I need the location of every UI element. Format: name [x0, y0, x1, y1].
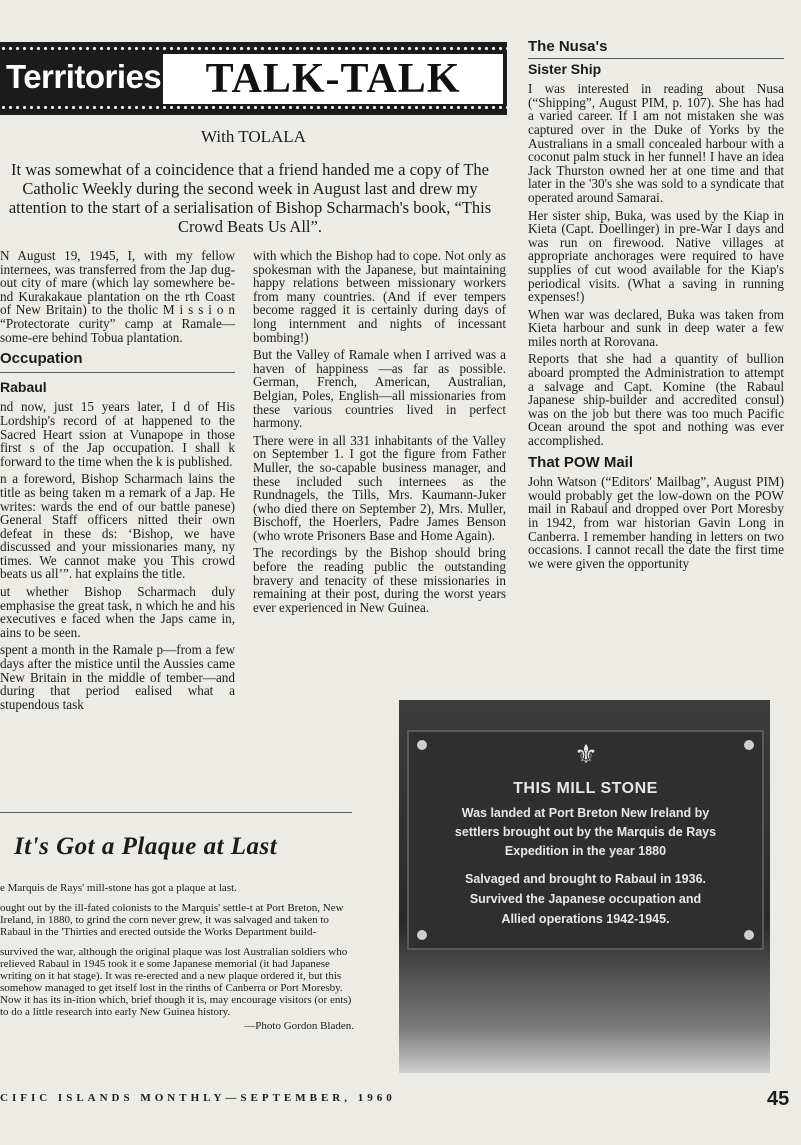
fleur-de-lis-icon: ⚜ [574, 740, 598, 769]
intro-paragraph: It was somewhat of a coincidence that a friend handed me a copy of The Catholic Weekly during the second week in August last and drew my attention to the start of a serialisation of Bishop Scharmach's book, “This Crowd Beats Us All”. [8, 160, 492, 236]
plaque-article-body [0, 882, 354, 1032]
plaque-line: Salvaged and brought to Rabaul in 1936. [464, 872, 706, 886]
col1-subhead-rabaul: Rabaul [0, 378, 47, 395]
col3-head-nusa: The Nusa's [528, 38, 608, 55]
col3-paragraph: John Watson (“Editors' Mailbag”, August PIM) would probably get the low-down on the POW mail in Rabaul and dropped over Port Moresby in 1942, from war historian Gavin Long in Canberra. I remember handing in letters on two occasions. I cannot recall the date the first time we were given the opportunity [528, 474, 784, 571]
plaque-line: Survived the Japanese occupation and [469, 892, 702, 906]
col2-paragraph: But the Valley of Ramale when I arrived was a haven of happiness —as far as possible. German, French, American, Australian, Belgian, Poles, English—all missionaries from these various countries lived in perfect harmony. [253, 347, 506, 431]
col3-paragraph: When war was declared, Buka was taken from Kieta harbour and sunk in deep water a few miles north at Rorovana. [528, 306, 784, 349]
col3-head-pow-mail: That POW Mail [528, 453, 633, 471]
col1-subhead-rule [0, 372, 235, 373]
banner-right-text: TALK-TALK [163, 54, 503, 104]
col1-paragraph: nd now, just 15 years later, I d of His Lordship's record of at happened to the Sacred Heart ssion at Vunapope in those first s of the Jap occupation. I shall k forward to the time when the k is published. [0, 399, 235, 469]
page-number: 45 [767, 1088, 790, 1110]
col1-paragraph: N August 19, 1945, I, with my fellow internees, was transferred from the Jap dug-out city of mare (which lay somewhere be-nd Kurakakaue plantation on the rth Coast of New Britain) to the tholic M i s s i o n “Protectorate curity” camp at Ramale—some-ere behind Tobua plantation. [0, 248, 235, 345]
plaque-line: Expedition in the year 1880 [504, 844, 667, 858]
byline: With TOLALA [201, 127, 306, 146]
article-separator [0, 812, 352, 813]
column-2 [253, 249, 506, 618]
col3-paragraph: I was interested in reading about Nusa (“Shipping”, August PIM, p. 107). She has had a varied career. If I am not mistaken she was captured over in the Duke of Yorks by the Australians in a small concealed harbour with a coconut palm stuck in her funnel! I have an idea Jack Thurston owned her at one time and that later in the '30's she was sold to a syndicate that operated around Samarai. [528, 81, 784, 205]
plaque-line: Allied operations 1942-1945. [501, 912, 670, 926]
banner-dot-border-bottom [0, 104, 507, 112]
mill-stone-plaque-photo [399, 700, 770, 1073]
col1-paragraph: ut whether Bishop Scharmach duly emphasise the great task, n which he and his executives e faced when the Japs came in, ains to be seen. [0, 584, 235, 640]
col3-paragraph: Her sister ship, Buka, was used by the Kiap in Kieta (Capt. Doellinger) in pre-War I days and was run on firewood. Native villages at appropriate anchorages were required to have supplies of cut wood available for the Kiap's periodical visits. (What a saving in running expenses!) [528, 207, 784, 305]
col2-paragraph: with which the Bishop had to cope. Not only as spokesman with the Japanese, but maintaining happy relations between missionary workers from many countries. (And if ever tempers become ragged it is certainly during days of long internment and nights of incessant bombing!) [253, 248, 506, 345]
col1-paragraph: spent a month in the Ramale p—from a few days after the mistice until the Aussies came New Britain in the middle of tember—and during that period ealised what a stupendous task [0, 642, 235, 712]
plaque-line: THIS MILL STONE [513, 780, 658, 797]
plaque-article-lead: e Marquis de Rays' mill-stone has got a plaque at last. [0, 882, 237, 894]
col1-subhead-occupation: Occupation [0, 350, 83, 368]
page-footer: CIFIC ISLANDS MONTHLY—SEPTEMBER, 1960 [0, 1092, 396, 1104]
plaque [407, 730, 764, 950]
column-1 [0, 249, 235, 715]
photo-credit: —Photo Gordon Bladen. [244, 1020, 354, 1032]
col1-paragraph: n a foreword, Bishop Scharmach lains the title as being taken m a remark of a Jap. He writes: wards the end of our battle panese) General Staff officers nitted their own defeat in these ds: ‘Bishop, we have discussed and your missionaries many, ny times. We cannot make you This crowd beats us all’”. hat explains the title. [0, 471, 235, 582]
col2-paragraph: The recordings by the Bishop should bring before the reading public the outstanding bravery and tenacity of these missionaries in remaining at their post, during the worst years ever experienced in New Guinea. [253, 545, 506, 615]
column-banner [0, 42, 507, 115]
plaque-line: Was landed at Port Breton New Ireland by [461, 806, 710, 820]
plaque-line: settlers brought out by the Marquis de Rays [454, 825, 717, 839]
col2-paragraph: There were in all 331 inhabitants of the Valley on September 1. I got the figure from Father Muller, the so-capable business manager, and these included such internees as the Rundnagels, the Tills, Mrs. Kaumann-Juker (who died there on September 2), Mrs. Muller, Bischoff, the Hoerlers, Padre James Benson (who wrote Prisoners Base and Home Again). [253, 432, 506, 543]
plaque-bolt-icon [744, 930, 754, 940]
plaque-bolt-icon [744, 740, 754, 750]
plaque-article-paragraph: ought out by the ill-fated colonists to the Marquis' settle-t at Port Breton, New Ireland, in 1880, to grind the corn never grew, it was salvaged and taken to Rabaul in the 'Thirties and erected outside the Works Department build- [0, 902, 344, 938]
col3-head-sister-ship: Sister Ship [528, 60, 602, 77]
plaque-article-paragraph: survived the war, although the original plaque was lost Australian soldiers who relieved Rabaul in 1945 took it e some Japanese memorial (it had Japanese writing on it hat stage). It was re-erected and a new plaque ordered it, but this somehow managed to get itself lost in the rinths of Canberra or Port Moresby. Now it has its in-ition which, brief though it is, may encourage visitors (or ents) to do a little research into early New Guinea history. [0, 946, 352, 1018]
column-3 [528, 40, 784, 574]
col3-paragraph: Reports that she had a quantity of bullion aboard prompted the Administration to attempt a salvage and Capt. Komine (the Rabaul Japanese ship-builder and accredited consul) was on the job but there was too much Pacific Ocean around the spot and nothing was ever accomplished. [528, 351, 784, 449]
plaque-article-title: It's Got a Plaque at Last [14, 833, 278, 860]
banner-dot-border-top [0, 45, 507, 53]
plaque-bolt-icon [417, 740, 427, 750]
banner-left-text: Territories [6, 58, 162, 95]
plaque-bolt-icon [417, 930, 427, 940]
col3-head-rule [528, 58, 784, 59]
